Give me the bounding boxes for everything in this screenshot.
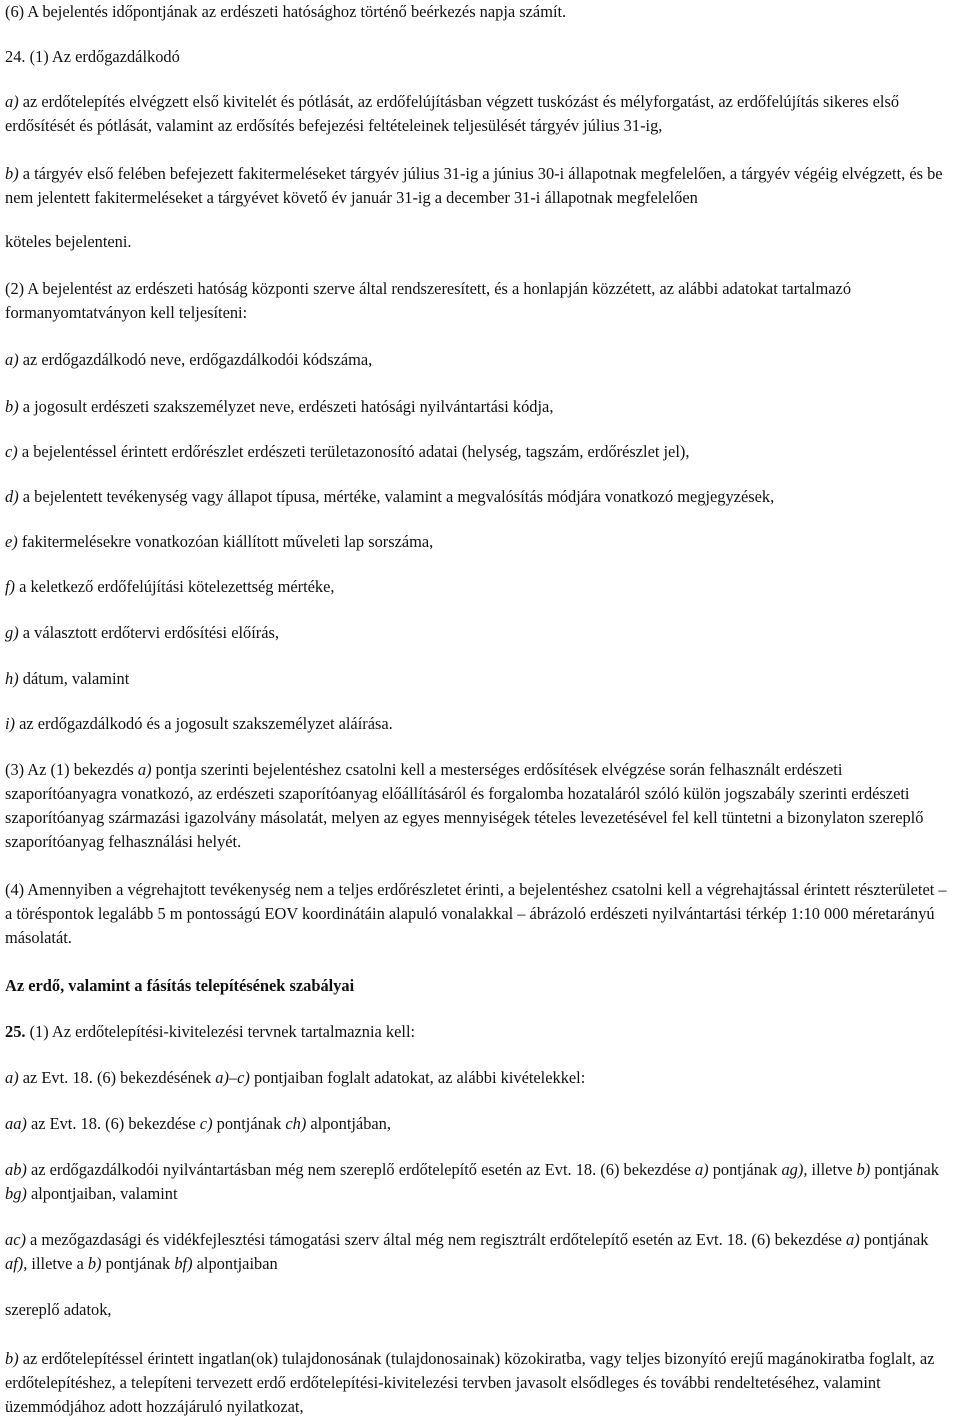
- text-run: a bejelentéssel érintett erdőrészlet erdészeti területazonosító adatai (helység, tagszám, erdőrészlet jel),: [17, 442, 690, 461]
- text-run: (4) Amennyiben a végrehajtott tevékenység nem a teljes erdőrészletet érinti, a bejelentéshez csatolni kell a végrehajtással érintett részterületet – a töréspontok legalább 5 m pontosságú EOV koordinátáin alapuló vonalakkal – ábrázoló erdészeti nyilvántartási térkép 1:10 000 méretarányú másolatát.: [5, 880, 947, 947]
- text-run: szereplő adatok,: [5, 1300, 112, 1319]
- text-run: aa): [5, 1114, 27, 1133]
- text-run: Az erdő, valamint a fásítás telepítésének szabályai: [5, 976, 355, 995]
- text-run: az erdőgazdálkodói nyilvántartásban még nem szereplő erdőtelepítő esetén az Evt. 18. (6) bekezdése: [26, 1160, 695, 1179]
- text-run: a tárgyév első felében befejezett fakitermeléseket tárgyév július 31-ig a június 30-i állapotnak megfelelően, a tárgyév végéig elvégzett, és be nem jelentett fakitermeléseket a tárgyévet követő év január 31-ig a december 31-i állapotnak megfelelően: [5, 164, 943, 207]
- text-run: dátum, valamint: [18, 669, 130, 688]
- list-item-g: [5, 621, 954, 645]
- text-run: a mezőgazdasági és vidékfejlesztési támogatási szerv által még nem regisztrált erdőtelepítő esetén az Evt. 18. (6) bekezdése: [25, 1230, 847, 1249]
- text-run: f): [5, 577, 16, 596]
- text-run: az Evt. 18. (6) bekezdésének: [18, 1068, 216, 1087]
- text-run: a): [5, 92, 19, 111]
- text-run: bg): [5, 1184, 27, 1203]
- section-heading: [5, 974, 954, 998]
- paragraph-6: [5, 0, 954, 24]
- section-25-closing: [5, 1298, 954, 1322]
- text-run: a bejelentett tevékenység vagy állapot típusa, mértéke, valamint a megvalósítás módjára vonatkozó megjegyzések,: [18, 487, 775, 506]
- text-run: b): [5, 397, 19, 416]
- text-run: köteles bejelenteni.: [5, 232, 132, 251]
- text-run: (3) Az (1) bekezdés: [5, 760, 138, 779]
- text-run: pontjának: [859, 1230, 929, 1249]
- text-run: (2) A bejelentést az erdészeti hatóság központi szerve által rendszeresített, és a honlapján közzétett, az alábbi adatokat tartalmazó formanyomtatványon kell teljesíteni:: [5, 279, 852, 322]
- section-24-point-b: [5, 162, 954, 210]
- text-run: g): [5, 623, 19, 642]
- text-run: alpontjaiban, valamint: [26, 1184, 178, 1203]
- section-24-intro: [5, 45, 954, 69]
- text-run: pontjának: [870, 1160, 939, 1179]
- text-run: pontjának: [212, 1114, 286, 1133]
- list-item-e: [5, 530, 954, 554]
- text-run: c): [5, 442, 18, 461]
- list-item-c: [5, 440, 954, 464]
- text-run: e): [5, 532, 18, 551]
- list-item-f: [5, 575, 954, 599]
- list-item-i: [5, 712, 954, 736]
- text-run: az erdőgazdálkodó neve, erdőgazdálkodói kódszáma,: [18, 350, 373, 369]
- list-item-h: [5, 667, 954, 691]
- text-run: a): [137, 760, 152, 779]
- text-run: alpontjában,: [306, 1114, 391, 1133]
- section-25-point-ac: [5, 1228, 954, 1276]
- text-run: illetve a: [27, 1254, 88, 1273]
- section-24-paragraph-4: [5, 878, 954, 950]
- text-run: ch): [285, 1114, 307, 1133]
- section-25-point-a: [5, 1066, 954, 1090]
- text-run: 24. (1) Az erdőgazdálkodó: [5, 47, 180, 66]
- text-run: pontjának: [708, 1160, 782, 1179]
- section-25-point-aa: [5, 1112, 954, 1136]
- text-run: az Evt. 18. (6) bekezdése: [26, 1114, 200, 1133]
- text-run: a): [846, 1230, 860, 1249]
- text-run: bf): [174, 1254, 193, 1273]
- text-run: illetve: [807, 1160, 857, 1179]
- text-run: az erdőgazdálkodó és a jogosult szakszemélyzet aláírása.: [15, 714, 393, 733]
- text-run: a)–c): [215, 1068, 250, 1087]
- text-run: c): [199, 1114, 213, 1133]
- text-run: a): [5, 1068, 19, 1087]
- section-24-point-a: [5, 90, 954, 138]
- text-run: 25.: [5, 1022, 26, 1041]
- text-run: d): [5, 487, 19, 506]
- text-run: h): [5, 669, 19, 688]
- text-run: b): [856, 1160, 871, 1179]
- text-run: a jogosult erdészeti szakszemélyzet neve, erdészeti hatósági nyilvántartási kódja,: [18, 397, 554, 416]
- section-25-intro: [5, 1020, 954, 1044]
- text-run: b): [5, 1349, 19, 1368]
- list-item-d: [5, 485, 954, 509]
- section-24-paragraph-2: [5, 277, 954, 325]
- list-item-b: [5, 395, 954, 419]
- text-run: pontjaiban foglalt adatokat, az alábbi kivételekkel:: [249, 1068, 586, 1087]
- text-run: i): [5, 714, 16, 733]
- text-run: alpontjaiban: [192, 1254, 278, 1273]
- text-run: a): [694, 1160, 709, 1179]
- text-run: af),: [5, 1254, 28, 1273]
- text-run: az erdőtelepítéssel érintett ingatlan(ok) tulajdonosának (tulajdonosainak) közokiratba, vagy teljes bizonyító erejű magánokiratba foglalt, az erdőtelepítéshez, a telepíteni tervezett erdő erdőtelepítési-kivitelezési tervben javasolt elsődleges és további rendeltetéséhez, valamint üzemmódjához adott hozzájáruló nyilatkozat,: [5, 1349, 935, 1416]
- text-run: ag),: [781, 1160, 808, 1179]
- text-run: b): [5, 164, 19, 183]
- text-run: a választott erdőtervi erdősítési előírás,: [18, 623, 279, 642]
- text-run: a keletkező erdőfelújítási kötelezettség mértéke,: [15, 577, 335, 596]
- text-run: ac): [5, 1230, 26, 1249]
- text-run: az erdőtelepítés elvégzett első kivitelét és pótlását, az erdőfelújításban végzett tuskózást és mélyforgatást, az erdőfelújítás sikeres első erdősítését és pótlását, valamint az erdősítés befejezési feltételeinek teljesülését tárgyév július 31-ig,: [5, 92, 900, 135]
- text-run: pontja szerinti bejelentéshez csatolni kell a mesterséges erdősítések elvégzése során felhasznált erdészeti szaporítóanyagra vonatkozó, az erdészeti szaporítóanyag előállításáról és forgalomba hozataláról szóló külön jogszabály szerinti erdészeti szaporítóanyag származási igazolvány másolatát, melyen az egyes mennyiségek tételes levezetésével fel kell tüntetni a bizonylaton szereplő szaporítóanyag felhasználási helyét.: [5, 760, 924, 851]
- section-25-point-b: [5, 1347, 954, 1419]
- text-run: (6) A bejelentés időpontjának az erdészeti hatósághoz történő beérkezés napja számít.: [5, 2, 567, 21]
- section-24-paragraph-3: [5, 758, 954, 854]
- text-run: fakitermelésekre vonatkozóan kiállított műveleti lap sorszáma,: [17, 532, 434, 551]
- section-24-closing: [5, 230, 954, 254]
- text-run: pontjának: [101, 1254, 175, 1273]
- text-run: ab): [5, 1160, 27, 1179]
- text-run: b): [87, 1254, 102, 1273]
- section-25-point-ab: [5, 1158, 954, 1206]
- list-item-a: [5, 348, 954, 372]
- text-run: (1) Az erdőtelepítési-kivitelezési tervnek tartalmaznia kell:: [25, 1022, 416, 1041]
- text-run: a): [5, 350, 19, 369]
